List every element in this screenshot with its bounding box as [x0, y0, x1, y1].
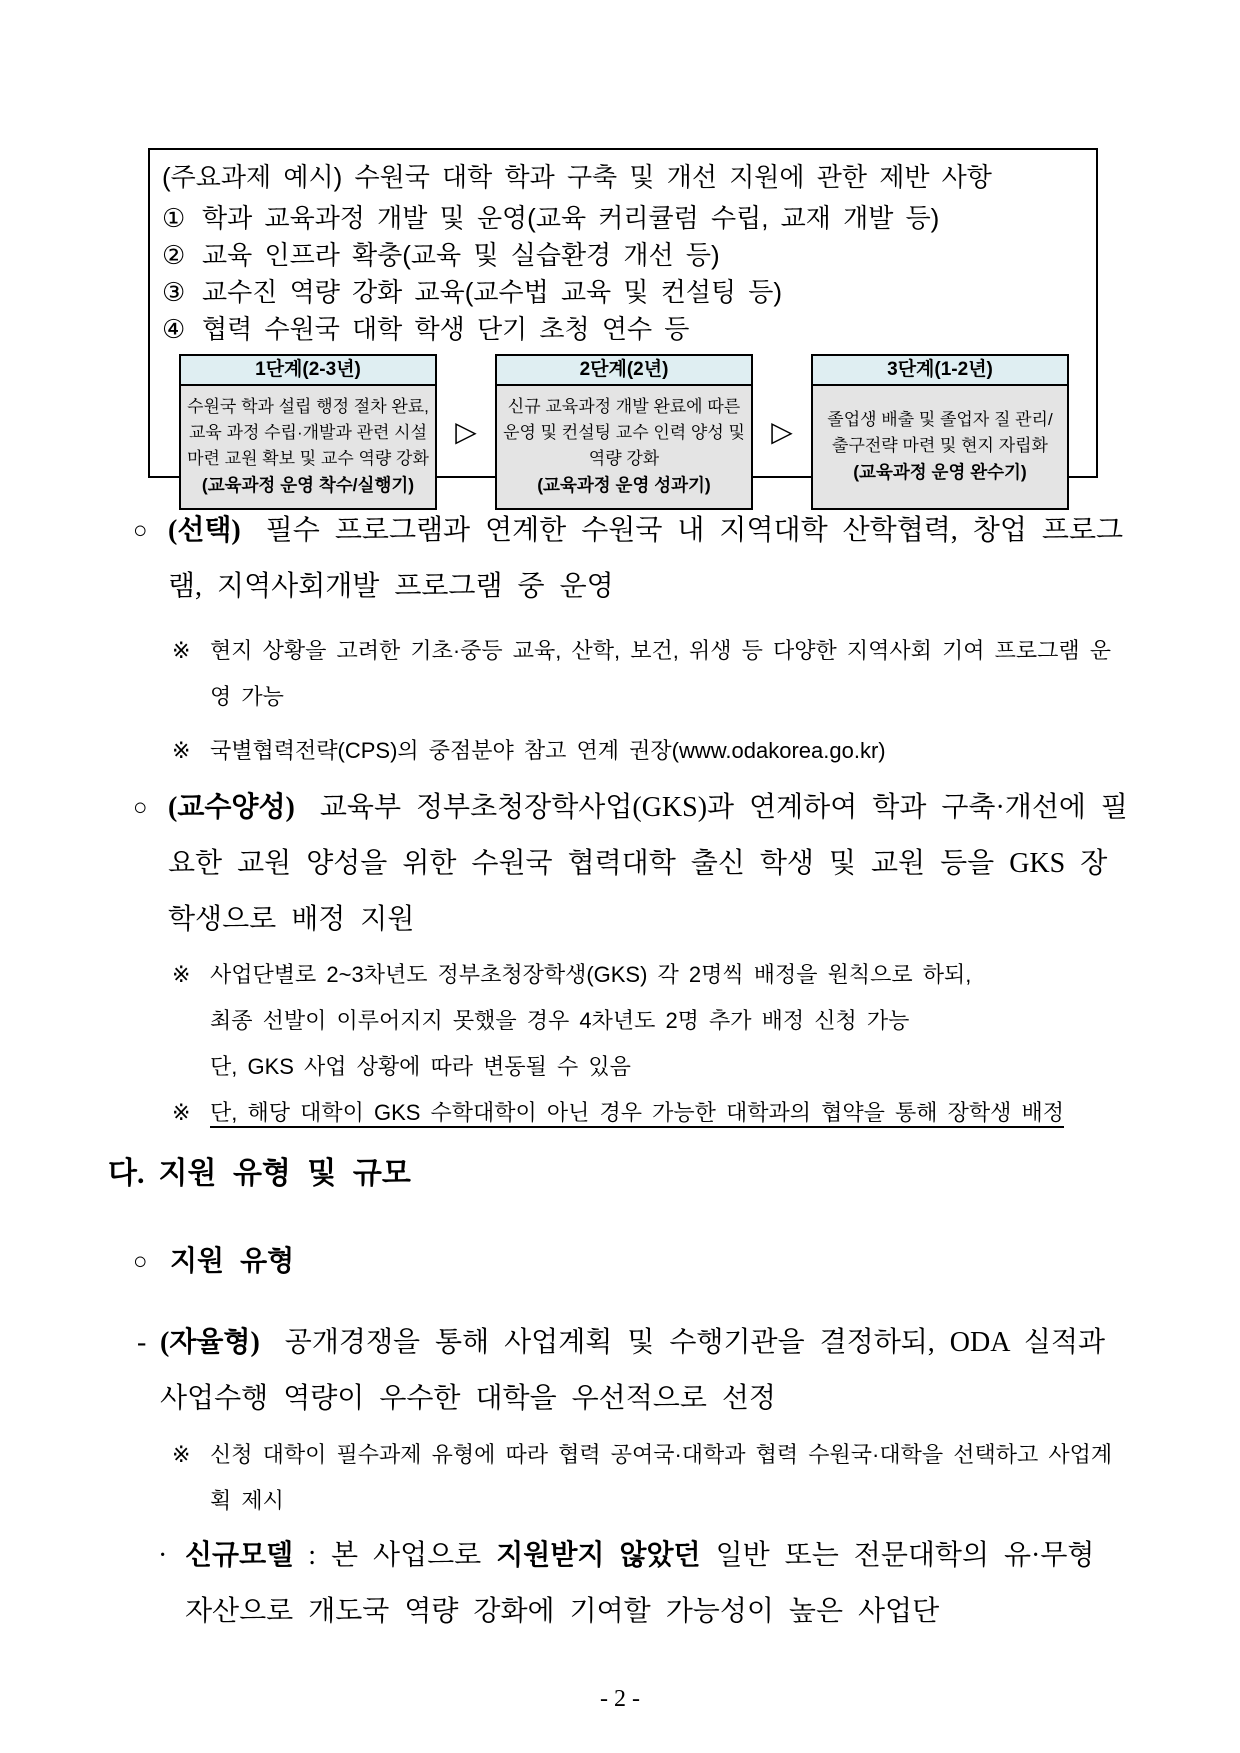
circle-bullet-icon: ○: [133, 1249, 148, 1275]
stage-body: [497, 386, 751, 508]
section-professor-text: [168, 780, 1128, 948]
list-item-text: 협력 수원국 대학 학생 단기 초청 연수 등: [202, 314, 690, 344]
stage-phase-label: (교육과정 운영 성과기): [537, 475, 711, 495]
stage-body-text: 졸업생 배출 및 졸업자 질 관리/ 출구전략 마련 및 현지 자립화: [827, 410, 1053, 455]
list-item: [162, 274, 1086, 311]
heading-number: 다.: [108, 1157, 145, 1190]
new-model-text-1: 본 사업으로: [330, 1540, 482, 1571]
stage-body-text: 신규 교육과정 개발 완료에 따른 운영 및 컨설팅 교수 인력 양성 및 역량 강화: [503, 397, 745, 468]
section-professor: [133, 780, 1128, 948]
note-select-1: [172, 628, 1132, 720]
section-select-body: 필수 프로그램과 연계한 수원국 내 지역대학 산학협력, 창업 프로그램, 지역사회개발 프로그램 중 운영: [168, 515, 1124, 602]
subheading-title: 지원 유형: [170, 1246, 295, 1277]
stage-header: 2단계(2년): [497, 356, 751, 386]
section-select-label: (선택): [168, 515, 241, 546]
circled-number-icon: ③: [162, 277, 186, 307]
note-professor-2: [172, 1090, 1132, 1136]
note-line: 최종 선발이 이루어지지 못했을 경우 4차년도 2명 추가 배정 신청 가능: [210, 1008, 910, 1033]
reference-mark-icon: ※: [172, 962, 191, 987]
list-item-text: 교육 인프라 확충(교육 및 실습환경 개선 등): [202, 240, 720, 270]
circled-number-icon: ①: [162, 203, 186, 233]
note-select-2: [172, 728, 1132, 774]
subheading-support-type: [133, 1240, 294, 1284]
new-model-text-2: 일반 또는 전문대학의 유·무형 자산으로 개도국 역량 강화에 기여할 가능성이 높은 사업단: [185, 1540, 1095, 1627]
key-tasks-list: [162, 200, 1086, 348]
key-tasks-box: [148, 148, 1098, 495]
heading-title: 지원 유형 및 규모: [158, 1157, 411, 1190]
list-item: [162, 311, 1086, 348]
reference-mark-icon: ※: [172, 1442, 191, 1467]
list-item-text: 교수진 역량 강화 교육(교수법 교육 및 컨설팅 등): [202, 277, 783, 307]
note-line: 사업단별로 2~3차년도 정부초청장학생(GKS) 각 2명씩 배정을 원칙으로 하되,: [210, 962, 972, 987]
section-select: [133, 503, 1128, 615]
note-text: 국별협력전략(CPS)의 중점분야 참고 연계 권장(www.odakorea.go.kr): [210, 738, 886, 763]
section-autonomous-text: [160, 1315, 1132, 1427]
list-item: [162, 237, 1086, 274]
section-autonomous: [137, 1315, 1132, 1427]
section-new-model-text: [185, 1528, 1133, 1640]
dot-bullet-icon: ·: [158, 1540, 168, 1571]
reference-mark-icon: ※: [172, 1100, 191, 1125]
section-select-text: [168, 503, 1128, 615]
stage-phase-label: (교육과정 운영 완수기): [853, 462, 1027, 482]
heading-da: [108, 1152, 411, 1196]
stage-body-text: 수원국 학과 설립 행정 절차 완료, 교육 과정 수립·개발과 관련 시설 마련 교원 확보 및 교수 역량 강화: [187, 397, 429, 468]
note-text-underlined: 단, 해당 대학이 GKS 수학대학이 아닌 경우 가능한 대학과의 협약을 통해 장학생 배정: [210, 1100, 1064, 1125]
note-line: 단, GKS 사업 상황에 따라 변동될 수 있음: [210, 1054, 631, 1079]
reference-mark-icon: ※: [172, 738, 191, 763]
circle-bullet-icon: ○: [133, 518, 148, 544]
key-tasks-title: (주요과제 예시) 수원국 대학 학과 구축 및 개선 지원에 관한 제반 사항: [162, 162, 992, 192]
section-autonomous-label: (자율형): [160, 1327, 260, 1358]
dash-bullet-icon: -: [137, 1327, 147, 1358]
stage-body: [181, 386, 435, 508]
right-triangle-icon: ▷: [771, 415, 793, 448]
note-text: 신청 대학이 필수과제 유형에 따라 협력 공여국·대학과 협력 수원국·대학을 선택하고 사업계획 제시: [210, 1442, 1113, 1513]
section-professor-label: (교수양성): [168, 792, 295, 823]
list-item: [162, 200, 1086, 237]
section-professor-body: 교육부 정부초청장학사업(GKS)과 연계하여 학과 구축·개선에 필요한 교원 양성을 위한 수원국 협력대학 출신 학생 및 교원 등을 GKS 장학생으로 배정 지원: [168, 792, 1128, 935]
stage-box-2: [495, 354, 753, 510]
reference-mark-icon: ※: [172, 638, 191, 663]
section-autonomous-body: 공개경쟁을 통해 사업계획 및 수행기관을 결정하되, ODA 실적과 사업수행 역량이 우수한 대학을 우선적으로 선정: [160, 1327, 1106, 1414]
circled-number-icon: ④: [162, 314, 186, 344]
stage-box-1: [179, 354, 437, 510]
stage-box-3: [811, 354, 1069, 510]
list-item-text: 학과 교육과정 개발 및 운영(교육 커리큘럼 수립, 교재 개발 등): [202, 203, 940, 233]
section-new-model: [158, 1528, 1133, 1640]
new-model-label: 신규모델: [185, 1540, 294, 1571]
circle-bullet-icon: ○: [133, 795, 148, 821]
stage-header: 3단계(1-2년): [813, 356, 1067, 386]
stage-header: 1단계(2-3년): [181, 356, 435, 386]
note-text: 현지 상황을 고려한 기초·중등 교육, 산학, 보건, 위생 등 다양한 지역사회 기여 프로그램 운영 가능: [210, 638, 1111, 709]
stage-body: [813, 386, 1067, 508]
new-model-separator: :: [308, 1540, 316, 1571]
page-number: - 2 -: [600, 1686, 640, 1712]
new-model-bold-text: 지원받지 않았던: [496, 1540, 701, 1571]
note-autonomous: [172, 1432, 1132, 1524]
stage-diagram: [162, 354, 1086, 510]
stage-phase-label: (교육과정 운영 착수/실행기): [201, 475, 415, 495]
note-text: [210, 952, 1132, 1090]
note-professor-1: [172, 952, 1132, 1090]
circled-number-icon: ②: [162, 240, 186, 270]
right-triangle-icon: ▷: [455, 415, 477, 448]
